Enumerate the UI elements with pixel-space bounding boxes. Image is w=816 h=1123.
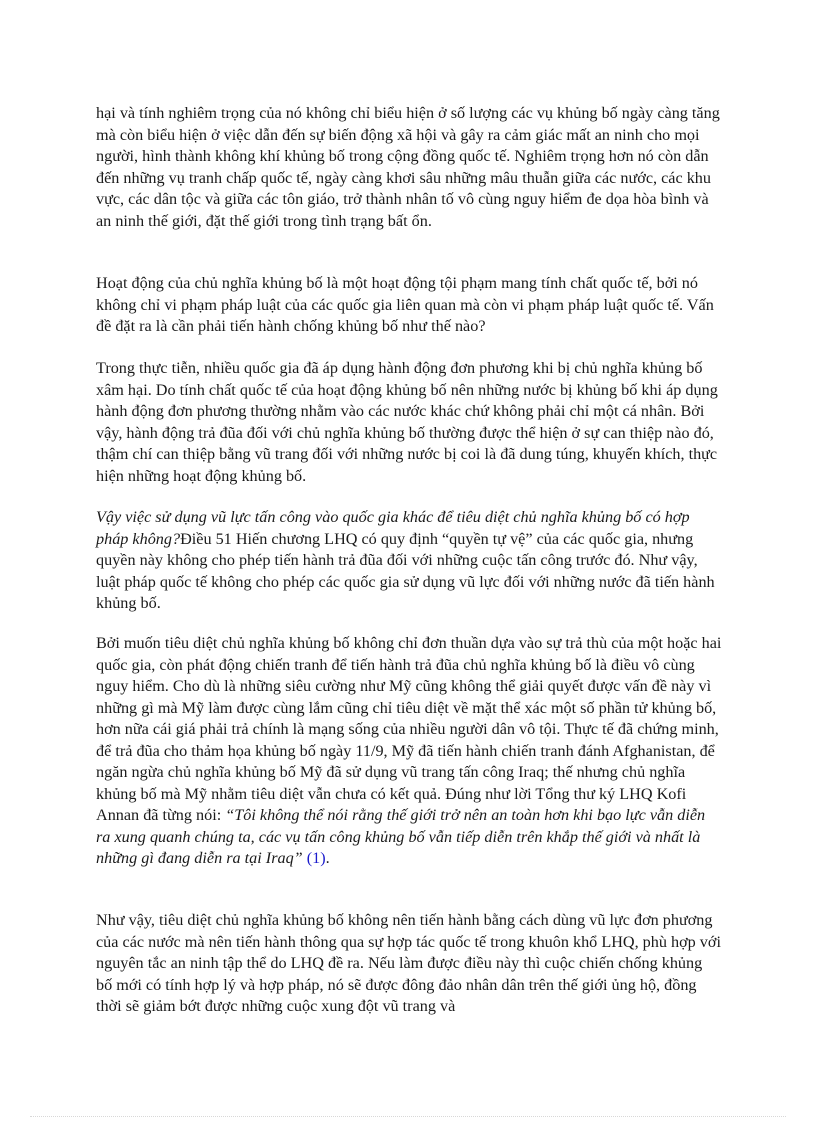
paragraph-5 — [96, 633, 722, 870]
paragraph-5-quote: “Tôi không thể nói rằng thế giới trở nên an toàn hơn khi bạo lực vẫn diễn ra xung quanh chúng ta, các vụ tấn công khủng bố vẫn tiếp diễn trên khắp thế giới và nhất là những gì đang diễn ra tại Iraq” — [96, 806, 706, 867]
paragraph-2 — [96, 273, 722, 338]
paragraph-3 — [96, 358, 722, 487]
paragraph-5-end: . — [325, 849, 330, 867]
page-bottom-divider — [30, 1116, 786, 1117]
paragraph-4 — [96, 507, 722, 615]
paragraph-6-text: Như vậy, tiêu diệt chủ nghĩa khủng bố không nên tiến hành bằng cách dùng vũ lực đơn phương của các nước mà nên tiến hành thông qua sự hợp tác quốc tế trong khuôn khổ LHQ, phù hợp với nguyên tắc an ninh tập thể do LHQ đề ra. Nếu làm được điều này thì cuộc chiến chống khủng bố mới có tính hợp lý và hợp pháp, nó sẽ được đông đảo nhân dân trên thế giới ủng hộ, đồng thời sẽ giảm bớt được những cuộc xung đột vũ trang và — [96, 911, 721, 1015]
paragraph-1 — [96, 103, 722, 232]
paragraph-4-question: Vậy việc sử dụng vũ lực tấn công vào quốc gia khác để tiêu diệt chủ nghĩa khủng bố có hợp pháp không? — [96, 508, 690, 548]
paragraph-6 — [96, 910, 722, 1018]
paragraph-5-text: Bởi muốn tiêu diệt chủ nghĩa khủng bố không chỉ đơn thuần dựa vào sự trả thù của một hoặc hai quốc gia, còn phát động chiến tranh để tiến hành trả đũa chủ nghĩa khủng bố là điều vô cùng nguy hiểm. Cho dù là những siêu cường như Mỹ cũng không thể giải quyết được vấn đề này vì những gì mà Mỹ làm được cùng lắm cũng chỉ tiêu diệt về mặt thể xác một số phần tử khủng bố, hơn nữa cái giá phải trả chính là mạng sống của nhiều người dân vô tội. Thực tế đã chứng minh, để trả đũa cho thảm họa khủng bố ngày 11/9, Mỹ đã tiến hành chiến tranh đánh Afghanistan, để ngăn ngừa chủ nghĩa khủng bố Mỹ đã sử dụng vũ trang tấn công Iraq; thế nhưng chủ nghĩa khủng bố mà Mỹ nhằm tiêu diệt vẫn chưa có kết quả. Đúng như lời Tổng thư ký LHQ Kofi Annan đã từng nói: — [96, 634, 722, 824]
footnote-reference-link[interactable]: (1) — [306, 849, 326, 867]
paragraph-2-text: Hoạt động của chủ nghĩa khủng bố là một hoạt động tội phạm mang tính chất quốc tế, bởi nó không chỉ vi phạm pháp luật của các quốc gia liên quan mà còn vi phạm pháp luật quốc tế. Vấn đề đặt ra là cần phải tiến hành chống khủng bố như thế nào? — [96, 274, 714, 335]
paragraph-3-text: Trong thực tiễn, nhiều quốc gia đã áp dụng hành động đơn phương khi bị chủ nghĩa khủng bố xâm hại. Do tính chất quốc tế của hoạt động khủng bố nên những nước bị khủng bố khi áp dụng hành động đơn phương thường nhằm vào các nước khác chứ không phải chỉ một cá nhân. Bởi vậy, hành động trả đũa đối với chủ nghĩa khủng bố thường được thể hiện ở sự can thiệp nào đó, thậm chí can thiệp bằng vũ trang đối với những nước bị coi là đã dung túng, khuyến khích, thực hiện những hoạt động khủng bố. — [96, 359, 718, 485]
paragraph-1-text: hại và tính nghiêm trọng của nó không chỉ biểu hiện ở số lượng các vụ khủng bố ngày càng tăng mà còn biểu hiện ở việc dẫn đến sự biến động xã hội và gây ra cảm giác mất an ninh cho mọi người, hình thành không khí khủng bố trong cộng đồng quốc tế. Nghiêm trọng hơn nó còn dẫn đến những vụ tranh chấp quốc tế, ngày càng khơi sâu những mâu thuẫn giữa các nước, các khu vực, các dân tộc và giữa các tôn giáo, trở thành nhân tố vô cùng nguy hiểm đe dọa hòa bình và an ninh thế giới, đặt thế giới trong tình trạng bất ổn. — [96, 104, 720, 230]
paragraph-4-text: Điều 51 Hiến chương LHQ có quy định “quyền tự vệ” của các quốc gia, nhưng quyền này không cho phép tiến hành trả đũa đối với những cuộc tấn công trước đó. Như vậy, luật pháp quốc tế không cho phép các quốc gia sử dụng vũ lực đối với những nước đã tiến hành khủng bố. — [96, 529, 715, 612]
